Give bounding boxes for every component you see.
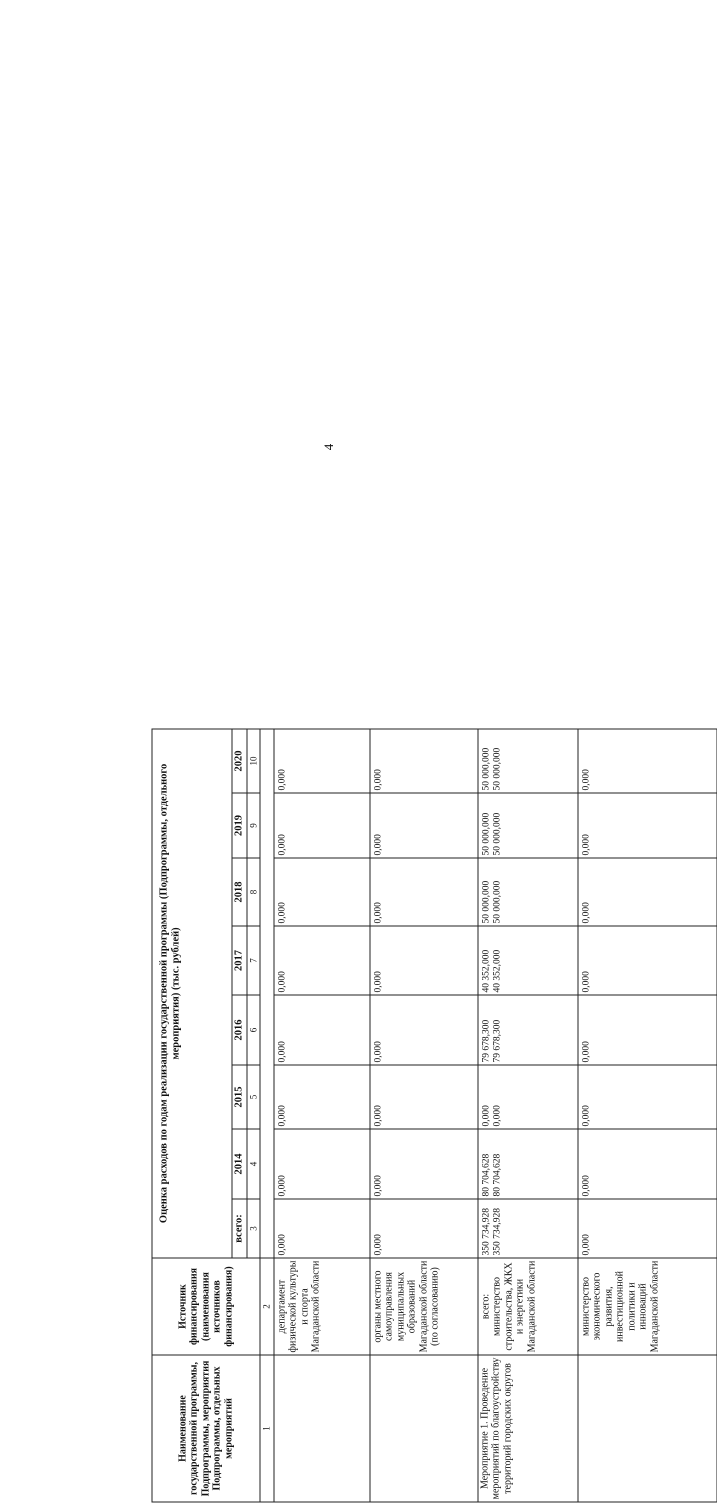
column-number: 6 — [247, 995, 260, 1065]
table-row — [274, 729, 370, 1502]
value-cell: 50 000,000 50 000,000 — [478, 793, 578, 858]
value-cell: 0,000 — [274, 1065, 370, 1129]
value-cell: 0,000 — [578, 858, 717, 926]
column-number: 2 — [260, 1258, 273, 1355]
year-cell: 2016 — [232, 995, 247, 1065]
value-cell: 0,000 — [370, 926, 478, 995]
value-cell: 0,000 — [370, 995, 478, 1065]
value-cell: 0,000 — [274, 729, 370, 793]
total-cell: 0,000 — [274, 1199, 370, 1258]
year-cell: 2017 — [232, 926, 247, 995]
value-cell: 0,000 — [370, 858, 478, 926]
activity-name-cell — [370, 1355, 478, 1502]
year-cell: 2015 — [232, 1065, 247, 1129]
value-cell: 0,000 — [274, 995, 370, 1065]
column-number-row-b — [260, 729, 273, 1502]
funding-source-cell: органы местного самоуправления муниципальных образований Магаданской области (по согласованию) — [370, 1258, 478, 1355]
value-cell: 0,000 — [274, 858, 370, 926]
funding-source-cell: министерство экономического развития, инвестиционной политики и инноваций Магаданской области — [578, 1258, 717, 1355]
value-cell: 0,000 — [370, 793, 478, 858]
year-cell: 2019 — [232, 793, 247, 858]
value-cell: 80 704,628 80 704,628 — [478, 1129, 578, 1199]
header-estimate-cell: Оценка расходов по годам реализации государственной программы (Подпрограммы, отдельного мероприятия) (тыс. рублей) — [152, 729, 232, 1258]
funding-source-cell: департамент физической культуры и спорта Магаданской области — [274, 1258, 370, 1355]
table-row — [578, 729, 717, 1502]
value-cell: 0,000 — [274, 793, 370, 858]
year-cell: 2020 — [232, 729, 247, 793]
column-number: 7 — [247, 926, 260, 995]
activity-name-cell: Мероприятие 1. Проведение мероприятий по благоустройству территорий городских округов — [478, 1355, 578, 1502]
total-cell: 350 734,928 350 734,928 — [478, 1199, 578, 1258]
value-cell: 50 000,000 50 000,000 — [478, 729, 578, 793]
value-cell: 50 000,000 50 000,000 — [478, 858, 578, 926]
header-name-cell: Наименование государственной программы, Подпрограммы, мероприятия Подпрограммы, отдельных мероприятий — [152, 1355, 260, 1502]
funding-source-cell: всего: министерство строительства, ЖКХ и энергетики Магаданской области — [478, 1258, 578, 1355]
activity-name-cell — [578, 1355, 717, 1502]
value-cell: 0,000 — [578, 995, 717, 1065]
total-cell: 0,000 — [578, 1199, 717, 1258]
table-row — [370, 729, 478, 1502]
value-cell: 0,000 — [370, 729, 478, 793]
page-number: 4 — [320, 438, 338, 456]
column-number: 4 — [247, 1129, 260, 1199]
column-number: 8 — [247, 858, 260, 926]
column-number-spacer — [260, 729, 273, 1258]
value-cell: 0,000 — [578, 926, 717, 995]
column-number: 3 — [247, 1199, 260, 1258]
header-source-cell: Источник финансирования (наименования источников финансирования) — [152, 1258, 260, 1355]
header-total-cell: всего: — [232, 1199, 247, 1258]
total-cell: 0,000 — [370, 1199, 478, 1258]
value-cell: 0,000 — [578, 1129, 717, 1199]
value-cell: 0,000 — [370, 1129, 478, 1199]
header-row — [152, 729, 232, 1502]
column-number: 10 — [247, 729, 260, 793]
year-cell: 2014 — [232, 1129, 247, 1199]
value-cell: 0,000 — [578, 729, 717, 793]
rotated-table-container — [152, 730, 707, 1503]
value-cell: 0,000 — [274, 1129, 370, 1199]
value-cell: 0,000 0,000 — [478, 1065, 578, 1129]
value-cell: 0,000 — [578, 793, 717, 858]
value-cell: 79 678,300 79 678,300 — [478, 995, 578, 1065]
column-number: 5 — [247, 1065, 260, 1129]
budget-table — [152, 728, 717, 1502]
activity-name-cell — [274, 1355, 370, 1502]
table-row — [478, 729, 578, 1502]
column-number: 1 — [260, 1355, 273, 1502]
value-cell: 0,000 — [578, 1065, 717, 1129]
value-cell: 0,000 — [274, 926, 370, 995]
column-number: 9 — [247, 793, 260, 858]
year-cell: 2018 — [232, 858, 247, 926]
value-cell: 40 352,000 40 352,000 — [478, 926, 578, 995]
value-cell: 0,000 — [370, 1065, 478, 1129]
